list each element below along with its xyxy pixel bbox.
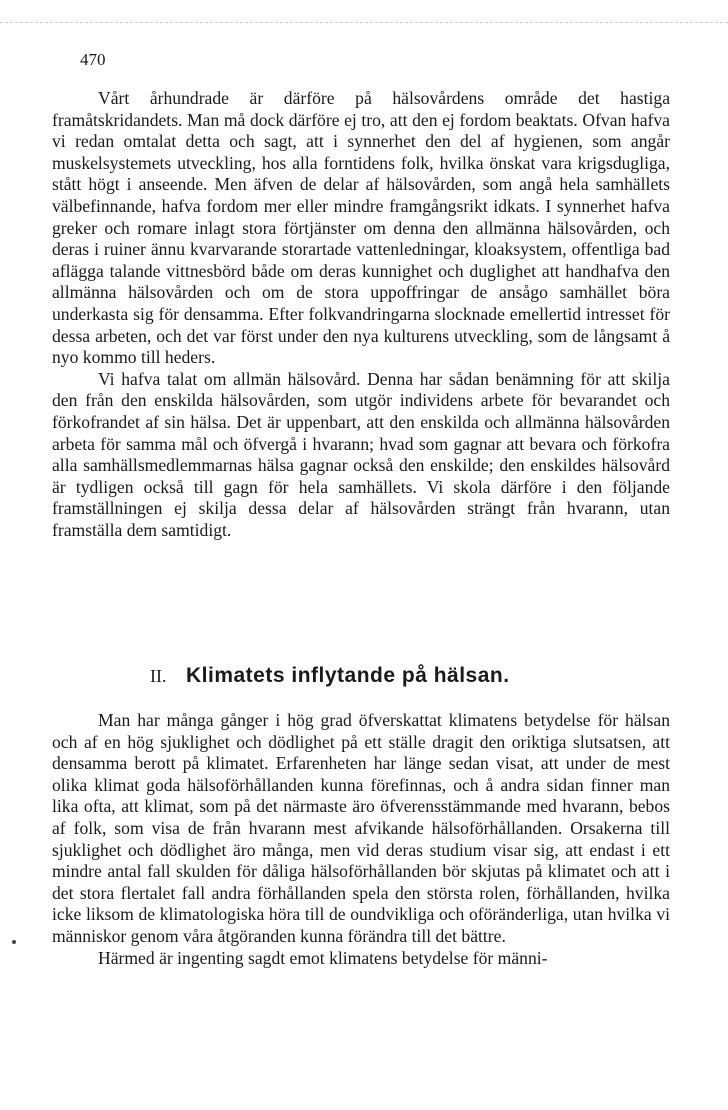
- section-heading: [150, 664, 670, 688]
- paragraph: Vårt århundrade är därföre på hälsovårdens område det hastiga framåtskridandets. Man må dock därföre ej tro, att den ej fordom beaktats. Ofvan hafva vi redan omtalat detta och sagt, att i synnerhet den del af hygienen, som angår muskelsystemets utveckling, hos alla forntidens folk, hvilka önskat vara krigsdugliga, stått högt i anseende. Men äfven de delar af hälsovården, som angå hela samhällets välbefinnande, hafva fordom mer eller mindre framgångsrikt idkats. I synnerhet hafva greker och romare inlagt stora förtjänster om denna den allmänna hälsovården, och deras i ruiner ännu kvarvarande storartade vattenledningar, kloaksystem, offentliga bad aflägga talande vittnesbörd både om deras kunnighet och duglighet att handhafva den allmänna hälsovården och om de stora uppoffringar de ansågo samhället böra underkasta sig för densamma. Efter folkvandringarna slocknade emellertid intresset för dessa arbeten, och det var först under den nya kulturens utveckling, som de långsamt å nyo kommo till heders.: [52, 88, 670, 368]
- section-numeral: II.: [150, 666, 167, 686]
- paragraph: Vi hafva talat om allmän hälsovård. Denna har sådan benämning för att skilja den från den enskilda hälsovården, som utgör individens arbete för bevarandet och förkofrandet af sin hälsa. Det är uppenbart, att den enskilda och allmänna hälsovården arbeta för samma mål och öfvergå i hvarann; hvad som gagnar att bevara och förkofra alla samhällsmedlemmarnas hälsa gagnar också den enskilde; den enskildes hälsovård är tydligen också till gagn för hela samhällets. Vi skola därföre i den följande framställningen ej skilja dessa delar af hälsovården strängt från hvarann, utan framställa dem samtidigt.: [52, 368, 670, 540]
- paragraph: Härmed är ingenting sagdt emot klimatens betydelse för männi-: [98, 947, 548, 968]
- section-title: Klimatets inflytande på hälsan.: [186, 664, 510, 687]
- paragraph: Man har många gånger i hög grad öfverskattat klimatens betydelse för hälsan och af en hög sjuklighet och dödlighet på ett ställe dragit den oriktiga slutsatsen, att densamma berott på klimatet. Erfarenheten har länge sedan visat, att under de mest olika klimat goda hälsoförhållanden kunna förefinnas, och å andra sidan finner man lika ofta, att klimat, som på det närmaste äro öfverensstämmande med hvarann, bebos af folk, som visa de från hvarann mest afvikande hälsoförhållanden. Orsakerna till sjuklighet och dödlighet äro många, men vid deras studium visar sig, att endast i ett mindre antal fall skulden för dåliga hälsoförhållanden bör skjutas på klimatet och att i det stora flertalet fall andra förhållanden spela den största rolen, förhållanden, hvilka icke liksom de klimatologiska höra till de oundvikliga och oföränderliga, utan hvilka vi människor genom våra åtgöranden kunna förändra till det bättre.: [52, 710, 670, 946]
- page-number: 470: [80, 50, 106, 69]
- top-edge-rule: [0, 22, 728, 23]
- text-block-after-heading: [52, 710, 670, 969]
- ink-speck: [12, 940, 16, 944]
- text-block-before-heading: [52, 88, 670, 541]
